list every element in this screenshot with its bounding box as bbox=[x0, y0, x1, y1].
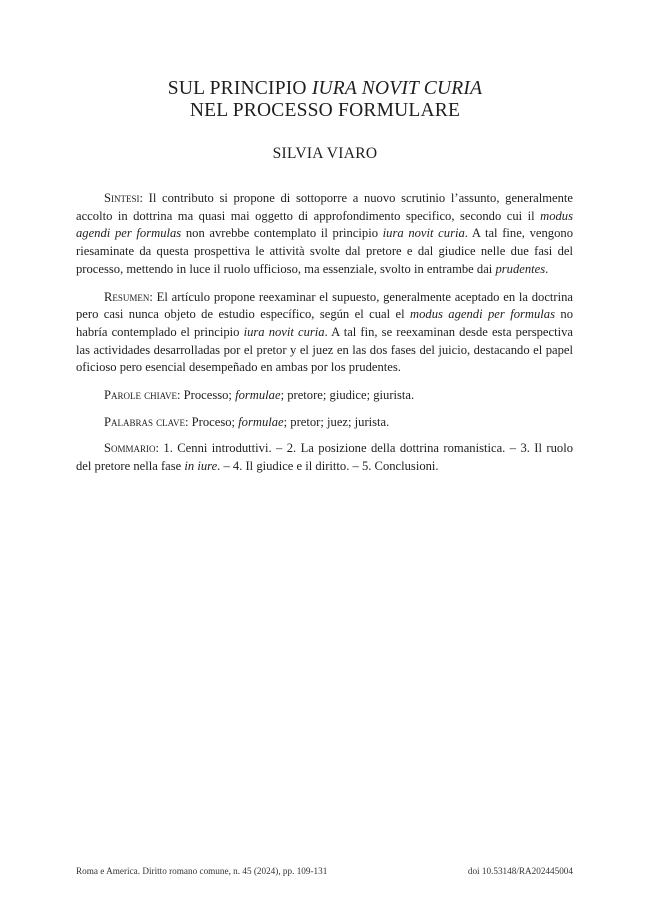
title-prefix: SUL PRINCIPIO bbox=[167, 78, 307, 99]
abstract-block bbox=[76, 190, 573, 486]
author-name: SILVIA VIARO bbox=[272, 145, 378, 162]
footer-citation: Roma e America. Diritto romano comune, n. 45 (2024), pp. 109-131 bbox=[76, 866, 328, 876]
parole-chiave-text-2: ; pretore; giudice; giurista. bbox=[280, 388, 415, 403]
resumen-text-1: El artículo propone reexaminar el supuesto, generalmente aceptado en la doctrina pero casi nunca objeto de estudio específico, según el cual el bbox=[76, 289, 573, 322]
title-italic-phrase: IURA NOVIT CURIA bbox=[311, 78, 483, 99]
sintesi-label: Sintesi: bbox=[104, 191, 143, 205]
sintesi-text-1: Il contributo si propone di sottoporre a nuovo scrutinio l’assunto, generalmente accolto in dottrina ma quasi mai oggetto di approfondimento specifico, secondo cui il bbox=[76, 191, 573, 223]
footer-doi: doi 10.53148/RA202445004 bbox=[467, 866, 573, 876]
palabras-clave-italic: formulae bbox=[238, 414, 284, 429]
sintesi-italic-2: iura novit curia bbox=[382, 226, 465, 241]
sommario-text-2: . – 4. Il giudice e il diritto. – 5. Conclusioni. bbox=[217, 459, 439, 474]
resumen-text-3: . A tal fin, se reexaminan desde esta perspectiva las actividades desarrolladas por el pretor y el juez en las dos fases del juicio, destacando el papel oficioso pero esencial desempeñado en ambas por los prudentes. bbox=[76, 324, 573, 375]
palabras-clave-text-1: Proceso; bbox=[188, 414, 239, 429]
parole-chiave-paragraph bbox=[76, 387, 573, 405]
sommario-paragraph bbox=[76, 440, 573, 475]
resumen-paragraph bbox=[76, 289, 573, 378]
sommario-label: Sommario: bbox=[104, 441, 160, 456]
sintesi-italic-1: modus agendi per formulas bbox=[76, 208, 573, 241]
parole-chiave-text-1: Processo; bbox=[180, 388, 236, 403]
palabras-clave-text-2: ; pretor; juez; jurista. bbox=[283, 414, 390, 429]
parole-chiave-italic: formulae bbox=[235, 388, 281, 403]
sintesi-text-2: non avrebbe contemplato il principio bbox=[181, 226, 383, 241]
article-title-line-1 bbox=[0, 77, 650, 101]
sommario-italic: in iure bbox=[184, 459, 218, 474]
sintesi-italic-3: prudentes bbox=[495, 261, 546, 276]
sommario-text-1: 1. Cenni introduttivi. – 2. La posizione della dottrina romanistica. – 3. Il ruolo del pretore nella fase bbox=[76, 441, 573, 474]
sintesi-text-3: . A tal fine, vengono riesaminate da questa prospettiva le attività svolte dal pretore e dal giudice nelle due fasi del processo, mettendo in luce il ruolo ufficioso, ma essenziale, svolto in entrambe dai bbox=[76, 226, 573, 276]
sintesi-text-4: . bbox=[545, 261, 549, 276]
sintesi-paragraph bbox=[76, 190, 573, 279]
resumen-text-2: no habría contemplado el principio bbox=[76, 307, 573, 339]
resumen-italic-1: modus agendi per formulas bbox=[410, 307, 555, 322]
palabras-clave-label: Palabras clave: bbox=[104, 414, 189, 429]
resumen-italic-2: iura novit curia bbox=[243, 324, 325, 339]
article-title-line-2: NEL PROCESSO FORMULARE bbox=[189, 100, 461, 121]
parole-chiave-label: Parole chiave: bbox=[104, 388, 181, 403]
palabras-clave-paragraph bbox=[76, 414, 573, 432]
resumen-label: Resumen: bbox=[104, 289, 153, 304]
